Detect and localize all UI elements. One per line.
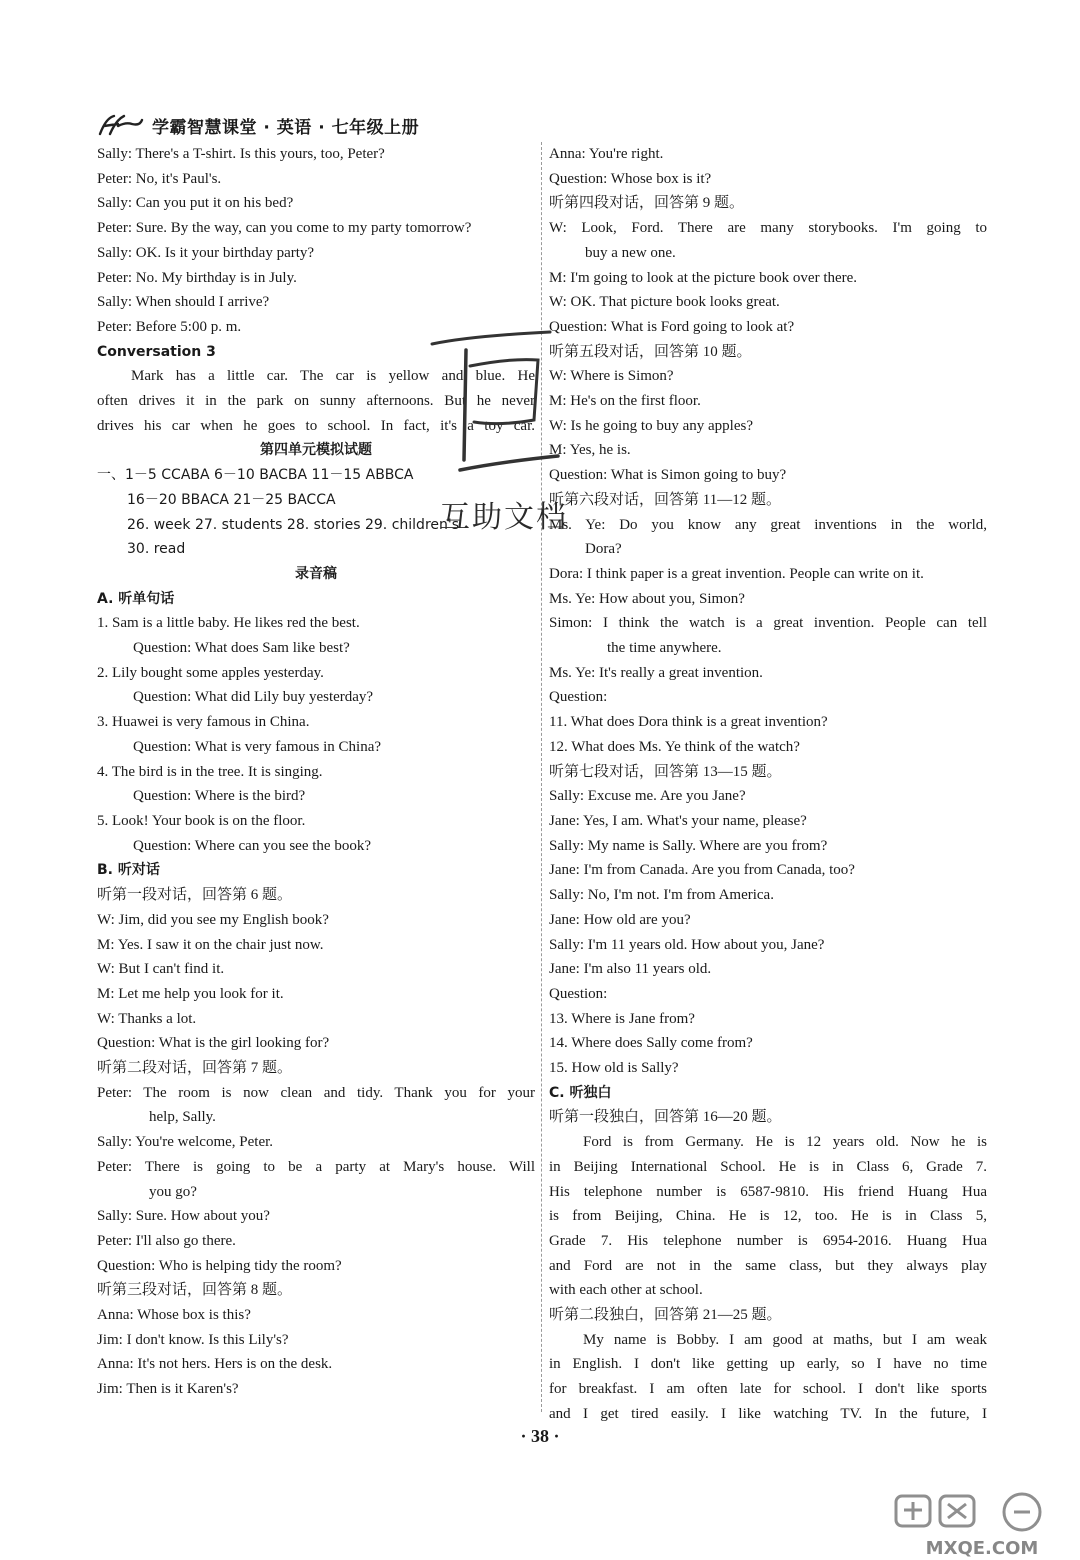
text-line: 26. week 27. students 28. stories 29. children's <box>127 516 460 533</box>
text-line: Simon: I think the watch is a great invention. People can tell <box>549 615 987 632</box>
text-line: W: Is he going to buy any apples? <box>549 417 753 434</box>
text-line: W: OK. That picture book looks great. <box>549 294 780 311</box>
text-line: M: Yes. I saw it on the chair just now. <box>97 936 324 953</box>
text-line: Question: Whose box is it? <box>549 170 712 187</box>
page-number: · 38 · <box>520 1426 560 1446</box>
text-line: is from Beijing, China. He is 12, too. He is in Class 5, <box>549 1208 987 1225</box>
text-line: B. 听对话 <box>97 862 160 879</box>
text-line: C. 听独白 <box>549 1084 612 1101</box>
text-line: 第四单元模拟试题 <box>260 442 372 459</box>
text-line: 听第二段对话，回答第 7 题。 <box>97 1060 293 1077</box>
text-line: 5. Look! Your book is on the floor. <box>97 812 306 829</box>
text-line: 一、1－5 CCABA 6－10 BACBA 11－15 ABBCA <box>97 467 414 484</box>
right-column <box>549 142 987 1427</box>
text-line: Anna: Whose box is this? <box>97 1307 251 1324</box>
text-line: 听第七段对话，回答第 13—15 题。 <box>549 763 782 780</box>
text-line: 听第一段对话，回答第 6 题。 <box>97 887 293 904</box>
text-line: Sally: OK. Is it your birthday party? <box>97 244 315 261</box>
answer-site-watermark-logo <box>890 1490 1070 1560</box>
text-line: Peter: No, it's Paul's. <box>97 170 222 187</box>
text-line: 3. Huawei is very famous in China. <box>97 714 310 731</box>
text-line: 听第二段独白，回答第 21—25 题。 <box>549 1307 782 1324</box>
text-line: 12. What does Ms. Ye think of the watch? <box>549 738 800 755</box>
text-line: 11. What does Dora think is a great invention? <box>549 714 828 731</box>
text-line: Peter: No. My birthday is in July. <box>97 269 297 286</box>
text-line: 16－20 BBACA 21－25 BACCA <box>127 491 336 508</box>
text-line: Anna: You're right. <box>549 146 664 162</box>
text-line: 听第三段对话，回答第 8 题。 <box>97 1282 293 1299</box>
text-line: Jane: Yes, I am. What's your name, please? <box>549 812 807 829</box>
handwritten-stamp-mark <box>430 330 570 490</box>
text-line: 14. Where does Sally come from? <box>549 1035 753 1052</box>
text-line: Question: Where can you see the book? <box>133 837 371 854</box>
text-line: 听第六段对话，回答第 11—12 题。 <box>549 491 781 508</box>
text-line: help, Sally. <box>149 1109 216 1126</box>
text-line: 4. The bird is in the tree. It is singing. <box>97 763 323 780</box>
text-line: Question: <box>549 985 608 1002</box>
text-line: M: Let me help you look for it. <box>97 985 284 1002</box>
text-line: Ms. Ye: It's really a great invention. <box>549 664 763 681</box>
text-line: Sally: When should I arrive? <box>97 294 270 311</box>
text-line: you go? <box>149 1183 197 1200</box>
text-line: drives his car when he goes to school. In fact, it's a toy car. <box>97 417 535 434</box>
text-line: Question: What is the girl looking for? <box>97 1035 330 1052</box>
text-line: M: He's on the first floor. <box>549 393 701 410</box>
text-line: Peter: I'll also go there. <box>97 1232 236 1249</box>
text-line: His telephone number is 6587-9810. His friend Huang Hua <box>549 1183 987 1200</box>
text-line: Ms. Ye: Do you know any great inventions in the world, <box>549 516 987 533</box>
text-line: W: Jim, did you see my English book? <box>97 911 329 928</box>
text-line: Sally: There's a T-shirt. Is this yours, too, Peter? <box>97 146 385 162</box>
text-line: Peter: The room is now clean and tidy. Thank you for your <box>97 1084 535 1101</box>
text-line: Question: What is Simon going to buy? <box>549 467 787 484</box>
text-line: W: Where is Simon? <box>549 368 674 385</box>
text-line: Peter: There is going to be a party at Mary's house. Will <box>97 1158 535 1175</box>
text-line: often drives it in the park on sunny afternoons. But he never <box>97 393 535 410</box>
text-line: Sally: My name is Sally. Where are you from? <box>549 837 828 854</box>
text-line: Sally: Sure. How about you? <box>97 1208 270 1225</box>
text-line: with each other at school. <box>549 1282 703 1299</box>
svg-text:MXQE.COM: MXQE.COM <box>925 1538 1039 1559</box>
text-line: 15. How old is Sally? <box>549 1060 679 1077</box>
text-line: 录音稿 <box>295 565 337 582</box>
text-line: and Ford are not in the same class, but they always play <box>549 1257 987 1274</box>
text-line: Sally: Can you put it on his bed? <box>97 195 294 212</box>
text-line: M: I'm going to look at the picture book over there. <box>549 269 858 286</box>
text-line: Question: Where is the bird? <box>133 788 306 805</box>
text-line: for breakfast. I am often late for school. I don't like sports <box>549 1381 987 1398</box>
text-line: Question: What did Lily buy yesterday? <box>133 689 374 706</box>
text-line: 13. Where is Jane from? <box>549 1010 695 1027</box>
text-line: Anna: It's not hers. Hers is on the desk. <box>97 1356 333 1373</box>
text-line: Mark has a little car. The car is yellow and blue. He <box>131 368 535 385</box>
text-line: 听第五段对话，回答第 10 题。 <box>549 343 752 360</box>
text-line: Jane: How old are you? <box>549 911 691 928</box>
text-line: Conversation 3 <box>97 343 216 360</box>
text-line: Dora: I think paper is a great invention. People can write on it. <box>549 565 924 582</box>
text-line: 30. read <box>127 541 186 558</box>
text-line: Sally: I'm 11 years old. How about you, Jane? <box>549 936 825 953</box>
text-line: 1. Sam is a little baby. He likes red the best. <box>97 615 360 632</box>
text-line: Question: What is very famous in China? <box>133 738 382 755</box>
text-line: 听第一段独白，回答第 16—20 题。 <box>549 1109 782 1126</box>
text-line: Question: <box>549 689 608 706</box>
text-line: Grade 7. His telephone number is 6954-2016. Huang Hua <box>549 1232 987 1249</box>
text-line: Sally: No, I'm not. I'm from America. <box>549 887 774 904</box>
publisher-logo-icon <box>96 112 146 138</box>
text-line: Jane: I'm also 11 years old. <box>549 961 712 978</box>
text-line: the time anywhere. <box>607 640 722 657</box>
text-line: in English. I don't like getting up early, so I have no time <box>549 1356 987 1373</box>
text-line: 2. Lily bought some apples yesterday. <box>97 664 324 681</box>
text-line: Sally: Excuse me. Are you Jane? <box>549 788 746 805</box>
stamp-text: 互助文档 <box>440 500 568 535</box>
text-line: Jim: I don't know. Is this Lily's? <box>97 1331 289 1348</box>
text-line: Ford is from Germany. He is 12 years old. Now he is <box>583 1134 987 1151</box>
text-line: Peter: Before 5:00 p. m. <box>97 318 242 335</box>
text-line: Peter: Sure. By the way, can you come to my party tomorrow? <box>97 220 472 237</box>
text-line: Ms. Ye: How about you, Simon? <box>549 590 745 607</box>
text-line: W: But I can't find it. <box>97 961 225 978</box>
text-line: Sally: You're welcome, Peter. <box>97 1134 274 1151</box>
text-line: Dora? <box>585 541 622 558</box>
text-line: My name is Bobby. I am good at maths, but I am weak <box>583 1331 987 1348</box>
text-line: Jane: I'm from Canada. Are you from Canada, too? <box>549 862 855 879</box>
text-line: Question: What is Ford going to look at? <box>549 318 795 335</box>
text-line: Jim: Then is it Karen's? <box>97 1381 239 1398</box>
text-line: Question: Who is helping tidy the room? <box>97 1257 342 1274</box>
text-line: M: Yes, he is. <box>549 442 631 459</box>
text-line: buy a new one. <box>585 244 676 261</box>
text-line: W: Thanks a lot. <box>97 1010 197 1027</box>
header-title: 学霸智慧课堂 · 英语 · 七年级上册 <box>152 117 420 138</box>
text-line: in Beijing International School. He is in Class 6, Grade 7. <box>549 1158 987 1175</box>
text-line: Question: What does Sam like best? <box>133 640 350 657</box>
text-line: A. 听单句话 <box>97 590 175 607</box>
text-line: W: Look, Ford. There are many storybooks. I'm going to <box>549 220 987 237</box>
text-line: and I get tired easily. I like watching TV. In the future, I <box>549 1405 987 1422</box>
page-header <box>96 110 419 140</box>
text-line: 听第四段对话，回答第 9 题。 <box>549 195 745 212</box>
